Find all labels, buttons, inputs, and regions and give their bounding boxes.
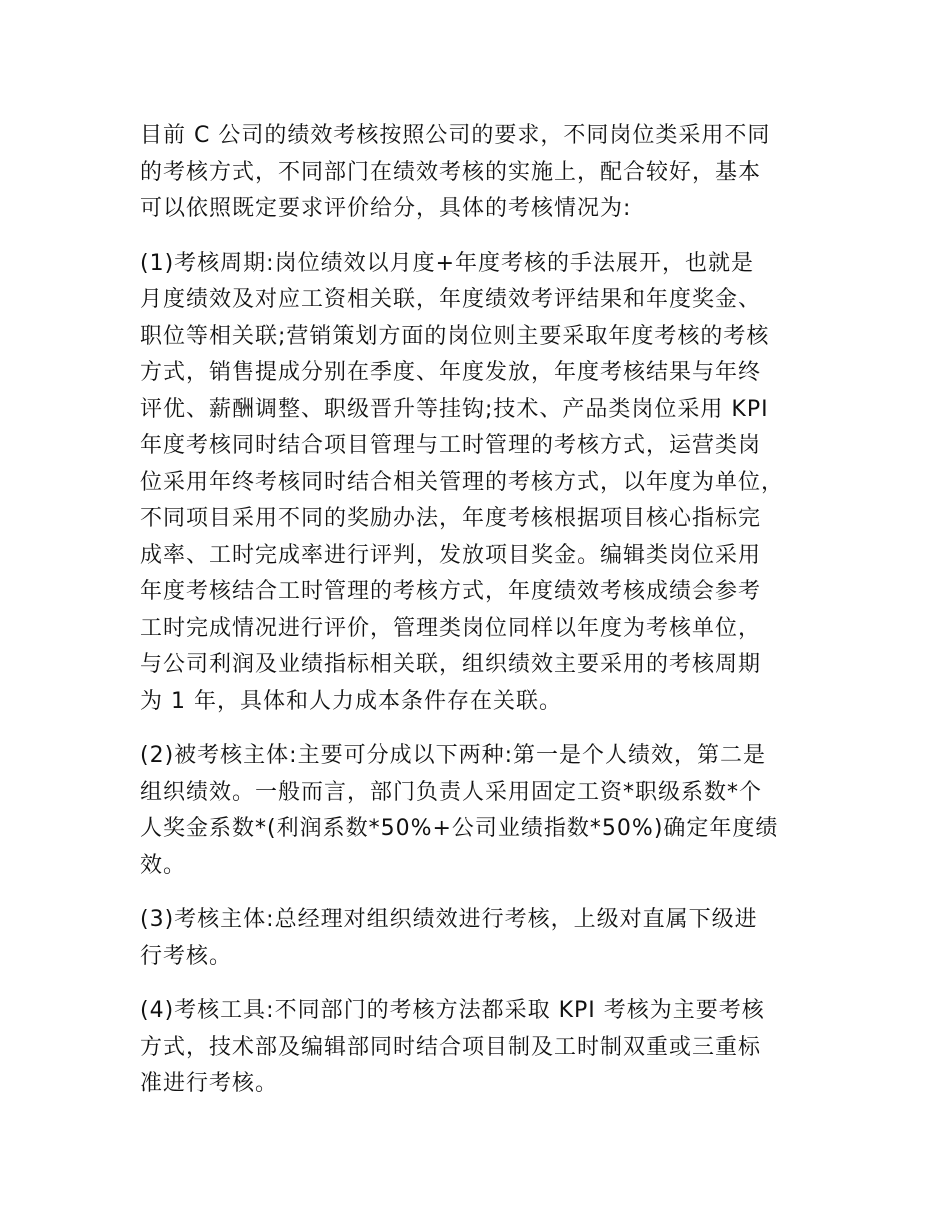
paragraph-gap bbox=[140, 975, 820, 993]
text-line: 方式，销售提成分别在季度、年度发放，年度考核结果与年终 bbox=[140, 360, 762, 385]
text-line: 不同项目采用不同的奖励办法，年度考核根据项目核心指标完 bbox=[140, 506, 762, 531]
text-line: 成率、工时完成率进行评判，发放项目奖金。编辑类岗位采用 bbox=[140, 542, 762, 568]
text-line: 目前 C 公司的绩效考核按照公司的要求，不同岗位类采用不同 bbox=[140, 123, 771, 148]
text-line: (1)考核周期:岗位绩效以月度+年度考核的手法展开，也就是 bbox=[140, 250, 755, 276]
text-line: 与公司利润及业绩指标相关联，组织绩效主要采用的考核周期 bbox=[140, 652, 762, 677]
document-body bbox=[140, 118, 820, 1103]
paragraph-intro bbox=[140, 118, 820, 228]
paragraph-assessed-subject bbox=[140, 738, 820, 884]
text-line: 可以依照既定要求评价给分，具体的考核情况为: bbox=[140, 196, 632, 221]
text-line: 行考核。 bbox=[140, 943, 233, 969]
paragraph-assessor bbox=[140, 902, 820, 975]
text-line: (3)考核主体:总经理对组织绩效进行考核，上级对直属下级进 bbox=[140, 907, 758, 932]
paragraph-assessment-cycle bbox=[140, 246, 820, 721]
paragraph-gap bbox=[140, 884, 820, 902]
text-line: 组织绩效。一般而言，部门负责人采用固定工资*职级系数*个 bbox=[140, 779, 763, 805]
text-line: 准进行考核。 bbox=[140, 1071, 279, 1096]
text-line: 工时完成情况进行评价，管理类岗位同样以年度为考核单位， bbox=[140, 615, 762, 641]
text-line: 效。 bbox=[140, 852, 187, 878]
text-line: 的考核方式，不同部门在绩效考核的实施上，配合较好，基本 bbox=[140, 159, 762, 185]
text-line: (2)被考核主体:主要可分成以下两种:第一是个人绩效，第二是 bbox=[140, 743, 766, 768]
text-line: 月度绩效及对应工资相关联，年度绩效考评结果和年度奖金、 bbox=[140, 287, 762, 312]
text-line: 评优、薪酬调整、职级晋升等挂钩;技术、产品类岗位采用 KPI bbox=[140, 396, 769, 422]
paragraph-gap bbox=[140, 720, 820, 738]
text-line: 年度考核结合工时管理的考核方式，年度绩效考核成绩会参考 bbox=[140, 579, 762, 604]
text-line: 职位等相关联;营销策划方面的岗位则主要采取年度考核的考核 bbox=[140, 323, 770, 349]
text-line: 人奖金系数*(利润系数*50%+公司业绩指数*50%)确定年度绩 bbox=[140, 816, 779, 841]
text-line: 方式，技术部及编辑部同时结合项目制及工时制双重或三重标 bbox=[140, 1034, 762, 1060]
text-line: 年度考核同时结合项目管理与工时管理的考核方式，运营类岗 bbox=[140, 433, 762, 458]
paragraph-assessment-tools bbox=[140, 993, 820, 1103]
text-line: 为 1 年，具体和人力成本条件存在关联。 bbox=[140, 688, 562, 714]
text-line: 位采用年终考核同时结合相关管理的考核方式，以年度为单位， bbox=[140, 469, 785, 495]
paragraph-gap bbox=[140, 228, 820, 246]
text-line: (4)考核工具:不同部门的考核方法都采取 KPI 考核为主要考核 bbox=[140, 998, 765, 1023]
